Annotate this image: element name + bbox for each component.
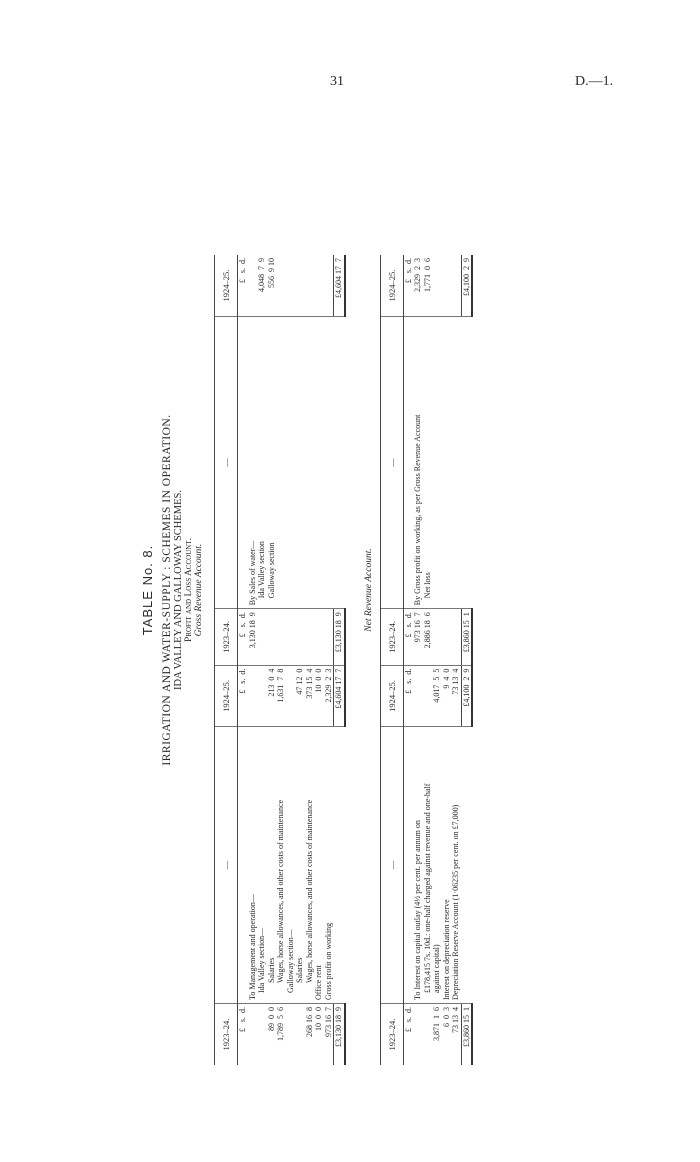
amount-cell: 10 0 0	[314, 665, 324, 727]
line-item: Wages, horse allowances, and other costs of maintenance	[305, 727, 315, 1004]
table-cell	[442, 255, 452, 317]
amount-cell: 973 16 7	[413, 609, 423, 665]
amount-cell: 47 12 0	[295, 665, 305, 727]
table-subtitle: IDA VALLEY AND GALLOWAY SCHEMES.	[173, 490, 184, 690]
table-cell	[451, 609, 461, 665]
table-cell	[403, 317, 413, 609]
line-item: To Interest on capital outlay (4½ per cent. per annum on	[413, 727, 423, 1004]
column-header: —	[380, 317, 403, 609]
table-cell	[442, 609, 452, 665]
page-number: 31	[330, 74, 344, 89]
amount-cell: 10 0 0	[314, 1006, 323, 1031]
amount-cell: 973 16 7	[323, 1006, 333, 1037]
column-header: 1924–25.	[380, 665, 403, 727]
line-item: By Sales of water—	[248, 317, 258, 609]
table-cell	[432, 255, 442, 317]
amount-cell: 268 16 8	[304, 1006, 314, 1037]
amount-cell	[267, 609, 277, 665]
table-cell	[238, 727, 248, 1004]
amount-cell	[286, 1003, 296, 1065]
table-cell	[286, 317, 296, 609]
table-cell	[238, 317, 248, 609]
unit-label: £ s. d.	[403, 609, 413, 665]
table-cell	[324, 317, 334, 609]
table-cell	[451, 317, 461, 609]
table-row	[314, 255, 324, 1065]
document-reference: D.—1.	[575, 74, 614, 89]
table-row	[451, 255, 461, 1065]
table-cell	[324, 255, 334, 317]
amount-cell	[248, 255, 258, 317]
amount-cell: 89 0 0	[266, 1006, 276, 1031]
amount-cell: 1,771 0 6	[423, 255, 433, 317]
amount-cell	[423, 665, 433, 727]
column-header: —	[215, 317, 238, 609]
amount-cell: 73 13 4	[451, 1006, 460, 1033]
amount-cell: 2,329 2 3	[324, 665, 334, 727]
unit-row	[238, 255, 248, 1065]
total-row	[334, 255, 345, 1065]
net-revenue-heading: Net Revenue Account.	[363, 548, 374, 632]
gross-revenue-heading: Gross Revenue Account.	[194, 543, 204, 637]
amount-cell	[248, 665, 258, 727]
table-row	[305, 255, 315, 1065]
table-cell	[442, 317, 452, 609]
column-header: 1923–24.	[380, 609, 403, 665]
amount-cell: 213 0 4	[267, 665, 277, 727]
table-cell	[305, 317, 315, 609]
table-row	[295, 255, 305, 1065]
line-item: against capital)	[432, 727, 442, 1004]
amount-cell	[423, 1003, 433, 1065]
line-item: £178,415 7s. 10d.: one-half charged against revenue and one-half	[423, 727, 433, 1004]
table-cell	[314, 317, 324, 609]
total-cell: £4,604 17 7	[334, 665, 345, 727]
amount-cell	[257, 665, 267, 727]
line-item: Ida Valley section	[257, 317, 267, 609]
amount-cell: 556 9 10	[267, 255, 277, 317]
table-cell	[305, 255, 315, 317]
column-header: 1924–25.	[380, 255, 403, 317]
table-cell	[295, 255, 305, 317]
amount-cell: 73 13 4	[451, 665, 461, 727]
table-cell	[324, 609, 334, 665]
table-cell	[334, 727, 345, 1004]
total-cell: £4,100 2 9	[461, 665, 472, 727]
unit-label: £ s. d.	[403, 255, 413, 317]
table-cell	[286, 609, 296, 665]
table-row	[248, 255, 258, 1065]
table-cell	[276, 255, 286, 317]
table-row	[286, 255, 296, 1065]
account-title: Profit and Loss Account.	[184, 538, 194, 642]
line-item: Depreciation Reserve Account (1·06235 per cent. on £7,000)	[451, 727, 461, 1004]
table-row	[423, 255, 433, 1065]
table-row	[413, 255, 423, 1065]
table-cell	[432, 317, 442, 609]
rotated-table-block	[140, 115, 550, 1065]
total-row	[461, 255, 472, 1065]
amount-cell: 3,871 1 6	[432, 1006, 441, 1041]
line-item: By Gross profit on working, as per Gross Revenue Account	[413, 317, 423, 609]
total-cell: £3,130 18 9	[334, 1003, 345, 1065]
table-cell	[403, 727, 413, 1004]
amount-cell: 4,048 7 9	[257, 255, 267, 317]
line-item: Ida Valley section—	[257, 727, 267, 1004]
net-revenue-table	[380, 255, 474, 1065]
amount-cell	[413, 665, 423, 727]
table-cell	[276, 609, 286, 665]
table-cell	[334, 317, 345, 609]
table-row	[432, 255, 442, 1065]
total-cell: £4,604 17 7	[334, 255, 345, 317]
amount-cell	[248, 1003, 258, 1065]
amount-cell: 2,329 2 3	[413, 255, 423, 317]
table-row	[267, 255, 277, 1065]
line-item: Net loss	[423, 317, 433, 609]
table-cell	[314, 255, 324, 317]
line-item: Office rent	[314, 727, 324, 1004]
amount-cell	[257, 1003, 267, 1065]
amount-cell: 1,789 5 6	[276, 1006, 285, 1041]
unit-label: £ s. d.	[403, 665, 413, 727]
line-item: Galloway section—	[286, 727, 296, 1004]
table-cell	[432, 609, 442, 665]
amount-cell	[413, 1003, 423, 1065]
line-item: Wages, horse allowances, and other costs of maintenance	[276, 727, 286, 1004]
table-row	[442, 255, 452, 1065]
table-cell	[286, 255, 296, 317]
column-header: 1923–24.	[215, 1003, 238, 1065]
amount-cell: 9 4 0	[442, 665, 452, 727]
column-header: —	[215, 727, 238, 1004]
unit-label: £ s. d.	[238, 609, 248, 665]
amount-cell: 2,886 18 6	[423, 609, 433, 665]
amount-cell: 3,130 18 9	[248, 609, 258, 665]
amount-cell: 4,017 5 5	[432, 665, 442, 727]
total-cell: £3,860 15 1	[461, 609, 472, 665]
unit-label: £ s. d.	[238, 665, 248, 727]
column-header: 1924–25.	[215, 255, 238, 317]
total-cell: £3,860 15 1	[461, 1003, 472, 1065]
table-number: TABLE No. 8.	[140, 544, 155, 636]
line-item: Galloway section	[267, 317, 277, 609]
line-item: Salaries	[295, 727, 305, 1004]
amount-cell	[257, 609, 267, 665]
table-row	[276, 255, 286, 1065]
unit-label: £ s. d.	[403, 1006, 413, 1033]
amount-cell	[286, 665, 296, 727]
amount-cell	[295, 1003, 305, 1065]
table-header-row	[215, 255, 238, 1065]
unit-label: £ s. d.	[238, 255, 248, 317]
table-cell	[461, 317, 472, 609]
total-cell: £3,130 18 9	[334, 609, 345, 665]
table-cell	[451, 255, 461, 317]
unit-label: £ s. d.	[238, 1006, 247, 1033]
table-title: IRRIGATION AND WATER-SUPPLY : SCHEMES IN OPERATION.	[161, 414, 173, 766]
table-cell	[276, 317, 286, 609]
table-cell	[461, 727, 472, 1004]
table-cell	[305, 609, 315, 665]
amount-cell: 373 15 4	[305, 665, 315, 727]
gross-revenue-table	[214, 255, 346, 1065]
table-row	[324, 255, 334, 1065]
line-item: Salaries	[267, 727, 277, 1004]
line-item: Interest on depreciation reserve	[442, 727, 452, 1004]
table-header-row	[380, 255, 403, 1065]
column-header: —	[380, 727, 403, 1004]
table-title-block	[140, 115, 204, 1065]
line-item: To Management and operation—	[248, 727, 258, 1004]
table-cell	[314, 609, 324, 665]
amount-cell: 6 0 3	[441, 1006, 451, 1027]
column-header: 1924–25.	[215, 665, 238, 727]
line-item: Gross profit on working	[324, 727, 334, 1004]
total-cell: £4,100 2 9	[461, 255, 472, 317]
amount-cell: 1,631 7 8	[276, 665, 286, 727]
unit-row	[403, 255, 413, 1065]
table-cell	[295, 317, 305, 609]
column-header: 1923–24.	[380, 1003, 403, 1065]
table-row	[257, 255, 267, 1065]
table-cell	[295, 609, 305, 665]
column-header: 1923–24.	[215, 609, 238, 665]
